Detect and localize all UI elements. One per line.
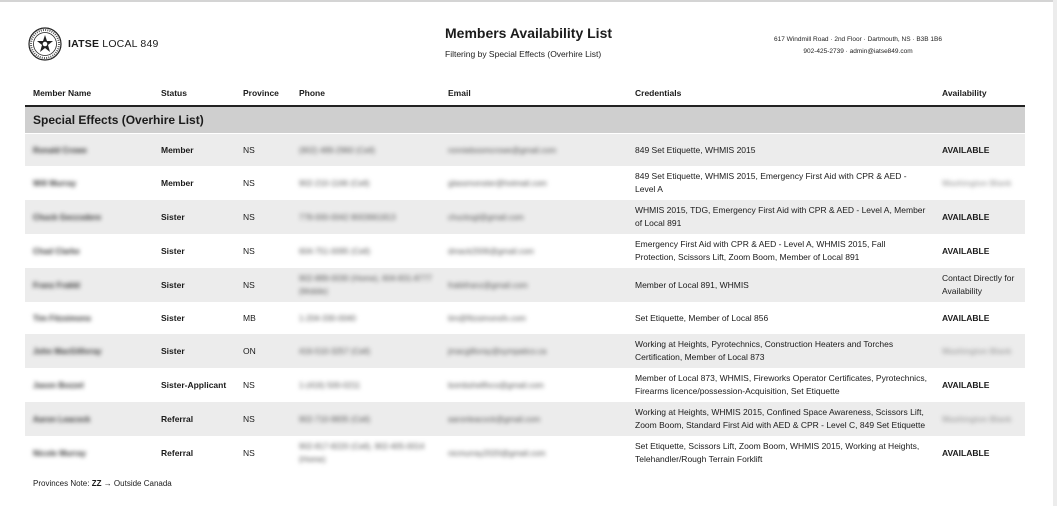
member-name-text: Tim Fitzsimons <box>33 313 92 323</box>
member-name-text: Chuck Geccodere <box>33 212 102 222</box>
phone-text: 902-889-0030 (Home), 604-831-8777 (Mobile) <box>299 274 432 296</box>
members-table <box>25 78 1025 470</box>
availability-text: AVAILABLE <box>942 245 990 256</box>
member-name-text: Jason Bozzel <box>33 380 84 390</box>
status-cell <box>153 134 235 167</box>
member-name-text: John MacGillivray <box>33 346 102 356</box>
phone-text: 604-751-0095 (Cell) <box>299 246 371 256</box>
province-cell <box>235 234 291 268</box>
member-name-cell <box>25 234 153 268</box>
credentials-text: Working at Heights, WHMIS 2015, Confined Space Awareness, Scissors Lift, Zoom Boom, Standard First Aid with AED & CPR - Level C, 849 Set Etiquette <box>635 407 926 430</box>
document-header <box>25 18 1026 78</box>
availability-text: Washington Blank <box>942 414 1012 424</box>
availability-text: Washington Blank <box>942 178 1012 188</box>
phone-text: 902-210-1166 (Cell) <box>299 178 370 188</box>
availability-cell <box>934 334 1025 368</box>
status-cell <box>153 166 235 200</box>
member-name-text: Franz Frakkl <box>33 280 81 290</box>
credentials-cell <box>627 302 934 334</box>
column-header-availability: Availability <box>934 78 1025 106</box>
credentials-text: 849 Set Etiquette, WHMIS 2015, Emergency First Aid with CPR & AED - Level A <box>635 171 907 194</box>
status-text: Sister <box>161 211 185 222</box>
credentials-cell <box>627 368 934 402</box>
page-top-border <box>0 0 1057 2</box>
credentials-text: WHMIS 2015, TDG, Emergency First Aid with CPR & AED - Level A, Member of Local 891 <box>635 205 926 228</box>
availability-text: AVAILABLE <box>942 144 990 155</box>
column-header-status: Status <box>153 78 235 106</box>
availability-text: AVAILABLE <box>942 211 990 222</box>
email-text: tim@fitzsimonsfx.com <box>448 313 526 323</box>
credentials-text: Set Etiquette, Scissors Lift, Zoom Boom, WHMIS 2015, Working at Heights, Telehandler/Rough Terrain Forklift <box>635 441 920 464</box>
status-cell <box>153 200 235 234</box>
phone-text: 902-710-9835 (Cell) <box>299 414 371 424</box>
status-text: Sister <box>161 312 185 323</box>
member-name-cell <box>25 268 153 302</box>
page-edge <box>1053 0 1057 506</box>
phone-text: 416-510-3257 (Cell) <box>299 346 371 356</box>
phone-cell <box>291 268 440 302</box>
email-text: nicmurray2020@gmail.com <box>448 448 546 458</box>
credentials-text: Set Etiquette, Member of Local 856 <box>635 312 769 323</box>
status-text: Sister <box>161 245 185 256</box>
phone-cell <box>291 436 440 470</box>
phone-text: 1-(416) 500-0211 <box>299 380 361 390</box>
availability-cell <box>934 268 1025 302</box>
province-cell <box>235 302 291 334</box>
phone-cell <box>291 166 440 200</box>
status-cell <box>153 302 235 334</box>
table-body <box>25 106 1025 470</box>
credentials-text: 849 Set Etiquette, WHMIS 2015 <box>635 144 756 155</box>
member-name-cell <box>25 302 153 334</box>
phone-cell <box>291 334 440 368</box>
document-page <box>25 18 1026 488</box>
credentials-text: Member of Local 873, WHMIS, Fireworks Operator Certificates, Pyrotechnics, Firearms licence/possession-Acquisition, Set Etiquette <box>635 373 927 396</box>
email-text: aaronleacock@gmail.com <box>448 414 541 424</box>
status-text: Sister-Applicant <box>161 379 227 390</box>
availability-text: AVAILABLE <box>942 312 990 323</box>
table-row[interactable] <box>25 334 1025 368</box>
title-block <box>445 25 612 59</box>
table-row[interactable] <box>25 368 1025 402</box>
filter-subtitle: Filtering by Special Effects (Overhire List) <box>445 49 602 59</box>
member-name-cell <box>25 334 153 368</box>
member-name-cell <box>25 436 153 470</box>
availability-text: AVAILABLE <box>942 447 990 458</box>
availability-cell <box>934 200 1025 234</box>
table-row[interactable] <box>25 200 1025 234</box>
province-text: NS <box>243 144 255 155</box>
province-text: NS <box>243 447 255 458</box>
availability-text: AVAILABLE <box>942 379 990 390</box>
province-text: MB <box>243 312 256 323</box>
status-text: Sister <box>161 345 185 356</box>
member-name-text: Ronald Crowe <box>33 145 87 155</box>
phone-cell <box>291 234 440 268</box>
org-name: IATSE LOCAL 849 <box>68 38 159 50</box>
availability-cell <box>934 436 1025 470</box>
phone-cell <box>291 134 440 167</box>
member-name-text: Will Murray <box>33 178 77 188</box>
column-header-email: Email <box>440 78 627 106</box>
provinces-note: Provinces Note: ZZ → Outside Canada <box>33 479 172 488</box>
email-cell <box>440 334 627 368</box>
credentials-cell <box>627 134 934 167</box>
email-cell <box>440 302 627 334</box>
column-header-credentials: Credentials <box>627 78 934 106</box>
email-cell <box>440 368 627 402</box>
credentials-text: Member of Local 891, WHMIS <box>635 279 749 290</box>
table-header-row <box>25 78 1025 106</box>
availability-cell <box>934 368 1025 402</box>
province-text: NS <box>243 379 255 390</box>
availability-cell <box>934 234 1025 268</box>
member-name-cell <box>25 368 153 402</box>
credentials-cell <box>627 334 934 368</box>
phone-cell <box>291 368 440 402</box>
table-row[interactable] <box>25 436 1025 470</box>
column-header-phone: Phone <box>291 78 440 106</box>
table-row[interactable] <box>25 302 1025 334</box>
availability-text: Contact Directly for Availability <box>942 273 1015 296</box>
credentials-cell <box>627 166 934 200</box>
province-cell <box>235 334 291 368</box>
credentials-cell <box>627 268 934 302</box>
status-text: Member <box>161 144 194 155</box>
province-cell <box>235 402 291 436</box>
province-text: NS <box>243 279 255 290</box>
status-cell <box>153 436 235 470</box>
email-cell <box>440 402 627 436</box>
availability-text: Washington Blank <box>942 346 1012 356</box>
table-row[interactable] <box>25 134 1025 167</box>
email-text: dmack2006@gmail.com <box>448 246 534 256</box>
province-text: ON <box>243 345 256 356</box>
org-logo <box>28 27 159 61</box>
iatse-seal-icon <box>28 27 62 61</box>
email-text: frakkfranz@gmail.com <box>448 280 528 290</box>
email-text: bombshellfxco@gmail.com <box>448 380 544 390</box>
availability-cell <box>934 402 1025 436</box>
table-row[interactable] <box>25 268 1025 302</box>
column-header-province: Province <box>235 78 291 106</box>
credentials-cell <box>627 436 934 470</box>
member-name-cell <box>25 166 153 200</box>
status-cell <box>153 368 235 402</box>
status-cell <box>153 402 235 436</box>
province-cell <box>235 166 291 200</box>
status-text: Referral <box>161 447 194 458</box>
province-cell <box>235 436 291 470</box>
member-name-cell <box>25 402 153 436</box>
table-row[interactable] <box>25 234 1025 268</box>
status-cell <box>153 234 235 268</box>
status-cell <box>153 334 235 368</box>
province-text: NS <box>243 245 255 256</box>
table-row[interactable] <box>25 166 1025 200</box>
phone-cell <box>291 302 440 334</box>
email-cell <box>440 200 627 234</box>
phone-text: 902-817-8220 (Cell), 902-405-0014 (Home) <box>299 442 425 464</box>
status-text: Member <box>161 177 194 188</box>
member-name-cell <box>25 134 153 167</box>
status-text: Sister <box>161 279 185 290</box>
availability-cell <box>934 166 1025 200</box>
province-cell <box>235 368 291 402</box>
member-name-text: Aaron Leacock <box>33 414 91 424</box>
email-cell <box>440 134 627 167</box>
member-name-text: Chad Clarke <box>33 246 80 256</box>
table-row[interactable] <box>25 402 1025 436</box>
email-cell <box>440 436 627 470</box>
phone-cell <box>291 402 440 436</box>
credentials-cell <box>627 200 934 234</box>
email-text: chucksgl@gmail.com <box>448 212 524 222</box>
contact-line: 902-425-2739 · admin@iatse849.com <box>803 48 913 55</box>
status-cell <box>153 268 235 302</box>
credentials-text: Working at Heights, Pyrotechnics, Construction Heaters and Torches Certification, Member of Local 873 <box>635 339 894 362</box>
credentials-cell <box>627 402 934 436</box>
credentials-cell <box>627 234 934 268</box>
status-text: Referral <box>161 413 194 424</box>
availability-cell <box>934 134 1025 167</box>
note-code: ZZ <box>91 479 102 488</box>
availability-cell <box>934 302 1025 334</box>
member-name-text: Nicole Murray <box>33 448 86 458</box>
page-title: Members Availability List <box>445 25 613 41</box>
email-text: glassmonster@hotmail.com <box>448 178 547 188</box>
province-cell <box>235 134 291 167</box>
province-text: NS <box>243 413 255 424</box>
member-name-cell <box>25 200 153 234</box>
province-text: NS <box>243 211 255 222</box>
section-header-row <box>25 106 1025 134</box>
province-cell <box>235 200 291 234</box>
address-line: 617 Windmill Road · 2nd Floor · Dartmouth, NS · B3B 1B6 <box>774 36 942 43</box>
email-text: jmacgillivray@sympatico.ca <box>448 346 547 356</box>
credentials-text: Emergency First Aid with CPR & AED - Level A, WHMIS 2015, Fall Protection, Scissors Lift, Zoom Boom, Member of Local 891 <box>635 239 886 262</box>
province-cell <box>235 268 291 302</box>
email-cell <box>440 268 627 302</box>
column-header-member-name: Member Name <box>25 78 153 106</box>
email-cell <box>440 166 627 200</box>
phone-cell <box>291 200 440 234</box>
org-address <box>726 34 990 58</box>
phone-text: 1-204-330-0040 <box>299 313 356 323</box>
email-cell <box>440 234 627 268</box>
phone-text: (902) 489-2960 (Cell) <box>299 145 376 155</box>
phone-text: 778-000-0042 8003661813 <box>299 212 396 222</box>
province-text: NS <box>243 177 255 188</box>
email-text: ronnieboomcrowe@gmail.com <box>448 145 557 155</box>
section-title: Special Effects (Overhire List) <box>25 106 1025 134</box>
